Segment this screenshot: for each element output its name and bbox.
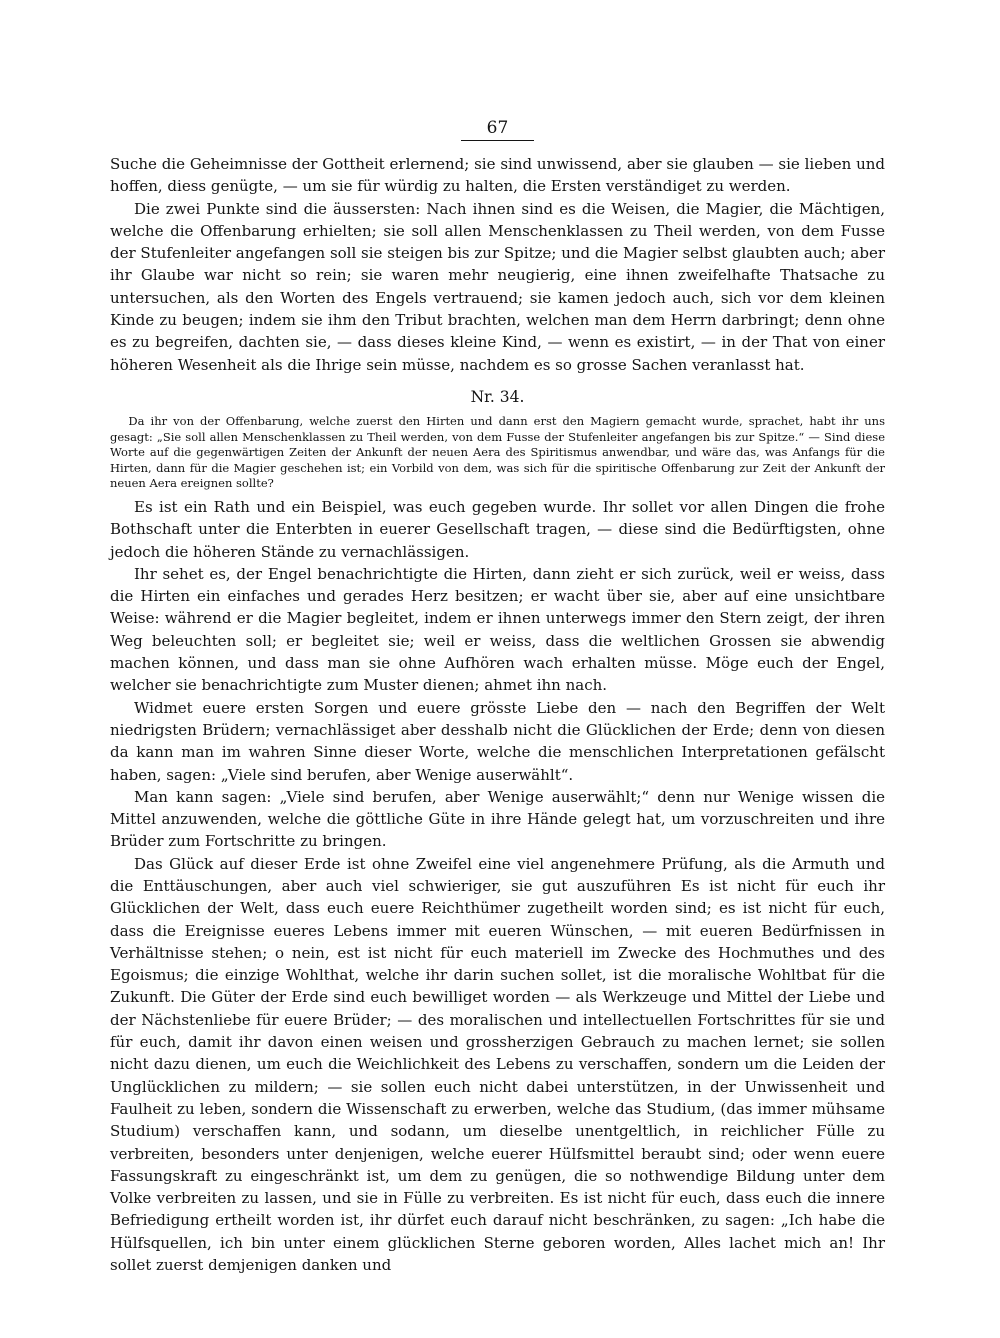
paragraph: Die zwei Punkte sind die äussersten: Nach ihnen sind es die Weisen, die Magier, die Mächtigen, welche die Offenbarung erhielten; sie soll allen Menschenklassen zu Theil werden, von dem Fusse der Stufenleiter angefangen soll sie steigen bis zur Spitze; und die Magier selbst glaubten auch; aber ihr Glaube war nicht so rein; sie waren mehr neugierig, eine ihnen zweifelhafte Thatsache zu untersuchen, als den Worten des Engels vertrauend; sie kamen jedoch auch, sich vor dem kleinen Kinde zu beugen; indem sie ihm den Tribut brachten, welchen man dem Herrn darbringt; denn ohne es zu begreifen, dachten sie, — dass dieses kleine Kind, — wenn es existirt, — in der That von einer höheren Wesenheit als die Ihrige sein müsse, nachdem es so grosse Sachen veranlasst hat. bbox=[110, 199, 885, 374]
paragraph: Das Glück auf dieser Erde ist ohne Zweifel eine viel angenehmere Prüfung, als die Armuth und die Enttäuschungen, aber auch viel schwieriger, sie gut auszuführen Es ist nicht für euch ihr Glücklichen der Welt, dass euch euere Reichthümer zugetheilt worden sind; es ist nicht für euch, dass die Ereignisse eueres Lebens immer mit eueren Wünschen, — mit eueren Bedürfnissen in Verhältnisse stehen; o nein, est ist nicht für euch materiell im Zwecke des Hochmuthes und des Egoismus; die einzige Wohlthat, welche ihr darin suchen sollet, ist die moralische Wohltbat für die Zukunft. Die Güter der Erde sind euch bewilliget worden — als Werkzeuge und Mittel der Liebe und der Nächstenliebe für euere Brüder; — des moralischen und intellectuellen Fortschrittes für sie und für euch, damit ihr davon einen weisen und grossherzigen Gebrauch zu machen lernet; sie sollen nicht dazu dienen, um euch die Weichlichkeit des Lebens zu verschaffen, sondern um die Leiden der Unglücklichen zu mildern; — sie sollen euch nicht dabei unterstützen, in der Unwissenheit und Faulheit zu leben, sondern die Wissenschaft zu erwerben, welche das Studium, (das immer mühsame Studium) verschaffen kann, und sodann, um dieselbe unentgeltlich, in reichlicher Fülle zu verbreiten, besonders unter denjenigen, welche euerer Hülfsmittel beraubt sind; oder wenn euere Fassungskraft zu eingeschränkt ist, um dem zu genügen, die so nothwendige Bildung unter dem Volke verbreiten zu lassen, und sie in Fülle zu verbreiten. Es ist nicht für euch, dass euch die innere Befriedigung ertheilt worden ist, ihr dürfet euch darauf nicht beschränken, zu sagen: „Ich habe die Hülfsquellen, ich bin unter einem glücklichen Sterne geboren worden, Alles lachet mich an! Ihr sollet zuerst demjenigen danken und bbox=[110, 854, 885, 1275]
paragraph: Es ist ein Rath und ein Beispiel, was euch gegeben wurde. Ihr sollet vor allen Dingen die frohe Bothschaft unter die Enterbten in euerer Gesellschaft tragen, — diese sind die Bedürftigsten, ohne jedoch die höheren Stände zu vernachlässigen. bbox=[110, 497, 885, 561]
paragraph: Ihr sehet es, der Engel benachrichtigte die Hirten, dann zieht er sich zurück, weil er weiss, dass die Hirten ein einfaches und gerades Herz besitzen; er wacht über sie, aber auf eine unsichtbare Weise: während er die Magier begleitet, indem er ihnen unterwegs immer den Stern zeigt, der ihren Weg beleuchten soll; er begleitet sie; weil er weiss, dass die weltlichen Grossen sie abwendig machen können, und dass man sie ohne Aufhören wach erhalten müsse. Möge euch der Engel, welcher sie benachrichtigte zum Muster dienen; ahmet ihn nach. bbox=[110, 564, 885, 695]
paragraph: Widmet euere ersten Sorgen und euere grösste Liebe den — nach den Begriffen der Welt niedrigsten Brüdern; vernachlässiget aber desshalb nicht die Glücklichen der Erde; denn von diesen da kann man im wahren Sinne dieser Worte, welche die menschlichen Interpretationen gefälscht haben, sagen: „Viele sind berufen, aber Wenige auserwählt“. bbox=[110, 698, 885, 784]
page-number bbox=[110, 118, 885, 141]
top-section bbox=[110, 153, 885, 376]
question-block bbox=[110, 414, 885, 492]
document-page bbox=[110, 118, 885, 1276]
question-text: Da ihr von der Offenbarung, welche zuerst den Hirten und dann erst den Magiern gemacht wurde, sprachet, habt ihr uns gesagt: „Sie soll allen Menschenklassen zu Theil werden, von dem Fusse der Stufenleiter angefangen bis zur Spitze.“ — Sind diese Worte auf die gegenwärtigen Zeiten der Ankunft der neuen Aera des Spiritismus anwendbar, und wäre das, was Anfangs für die Hirten, dann für die Magier geschehen ist; ein Vorbild von dem, was sich für die spiritische Offenbarung zur Zeit der Ankunft der neuen Aera ereignen sollte? bbox=[110, 413, 885, 491]
paragraph: Man kann sagen: „Viele sind berufen, aber Wenige auserwählt;“ denn nur Wenige wissen die Mittel anzuwenden, welche die göttliche Güte in ihre Hände gelegt hat, um vorzuschreiten und ihre Brüder zum Fortschritte zu bringen. bbox=[110, 787, 885, 851]
paragraph-continuation: Suche die Geheimnisse der Gottheit erlernend; sie sind unwissend, aber sie glauben — sie lieben und hoffen, diess genügte, — um sie für würdig zu halten, die Ersten verständiget zu werden. bbox=[110, 155, 885, 196]
answer-section bbox=[110, 496, 885, 1276]
section-heading: Nr. 34. bbox=[470, 387, 525, 406]
page-number-text: 67 bbox=[461, 118, 535, 141]
